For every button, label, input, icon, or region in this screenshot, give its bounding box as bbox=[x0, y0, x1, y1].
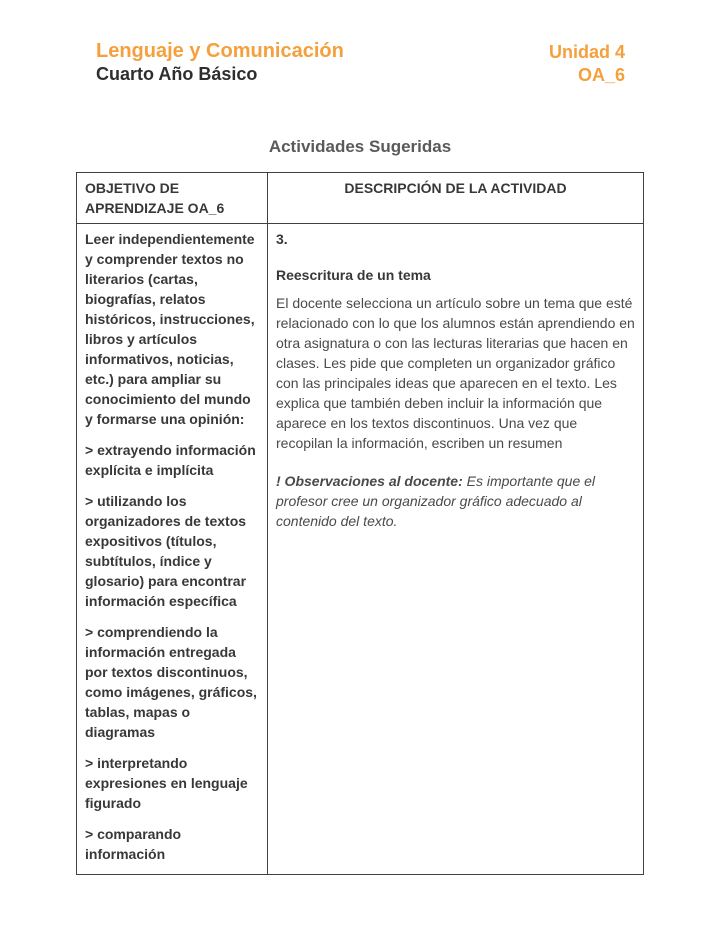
table-body-row bbox=[77, 224, 644, 875]
grade-title: Cuarto Año Básico bbox=[96, 64, 258, 84]
document-header bbox=[0, 0, 720, 86]
subject-title: Lenguaje y Comunicación bbox=[96, 40, 344, 62]
activity-cell bbox=[268, 224, 644, 875]
objective-cell bbox=[77, 224, 268, 875]
objective-bullet-5: > comparando información bbox=[85, 826, 182, 862]
activity-number: 3. bbox=[276, 231, 288, 247]
observations-note bbox=[276, 471, 635, 531]
unit-label: Unidad 4 bbox=[548, 42, 625, 62]
table-header-row bbox=[77, 173, 644, 224]
observations-label: ! Observaciones al docente: bbox=[276, 473, 463, 489]
activity-description: El docente selecciona un artículo sobre un tema que esté relacionado con lo que los alumnos están aprendiendo en otra asignatura o con las lecturas literarias que hacen en clases. Les pide que completen un organizador gráfico con las principales ideas que aparecen en el texto. Les explica que también deben incluir la información que aparece en los textos discontinuos. Una vez que recopilan la información, escriben un resumen bbox=[276, 295, 635, 451]
observations-text: Es importante que el profesor cree un organizador gráfico adecuado al contenido del texto. bbox=[276, 473, 596, 529]
objective-bullet-1: > extrayendo información explícita e implícita bbox=[85, 442, 256, 478]
page-title: Actividades Sugeridas bbox=[268, 137, 452, 156]
header-right-block bbox=[549, 40, 625, 86]
activity-title: Reescritura de un tema bbox=[276, 267, 431, 283]
objective-column-header: OBJETIVO DE APRENDIZAJE OA_6 bbox=[77, 173, 268, 224]
objective-intro: Leer independientemente y comprender textos no literarios (cartas, biografías, relatos históricos, instrucciones, libros y artículos informativos, noticias, etc.) para ampliar su conocimiento del mundo y formarse una opinión: bbox=[85, 231, 255, 427]
description-column-header: DESCRIPCIÓN DE LA ACTIVIDAD bbox=[268, 173, 644, 224]
activities-table bbox=[76, 172, 644, 875]
objective-bullet-3: > comprendiendo la información entregada por textos discontinuos, como imágenes, gráficos, tablas, mapas o diagramas bbox=[85, 624, 257, 740]
oa-label: OA_6 bbox=[577, 65, 625, 85]
objective-bullet-4: > interpretando expresiones en lenguaje figurado bbox=[85, 755, 248, 811]
objective-bullet-2: > utilizando los organizadores de textos expositivos (títulos, subtítulos, índice y glosario) para encontrar información específica bbox=[85, 493, 247, 609]
header-left-block bbox=[96, 40, 344, 85]
